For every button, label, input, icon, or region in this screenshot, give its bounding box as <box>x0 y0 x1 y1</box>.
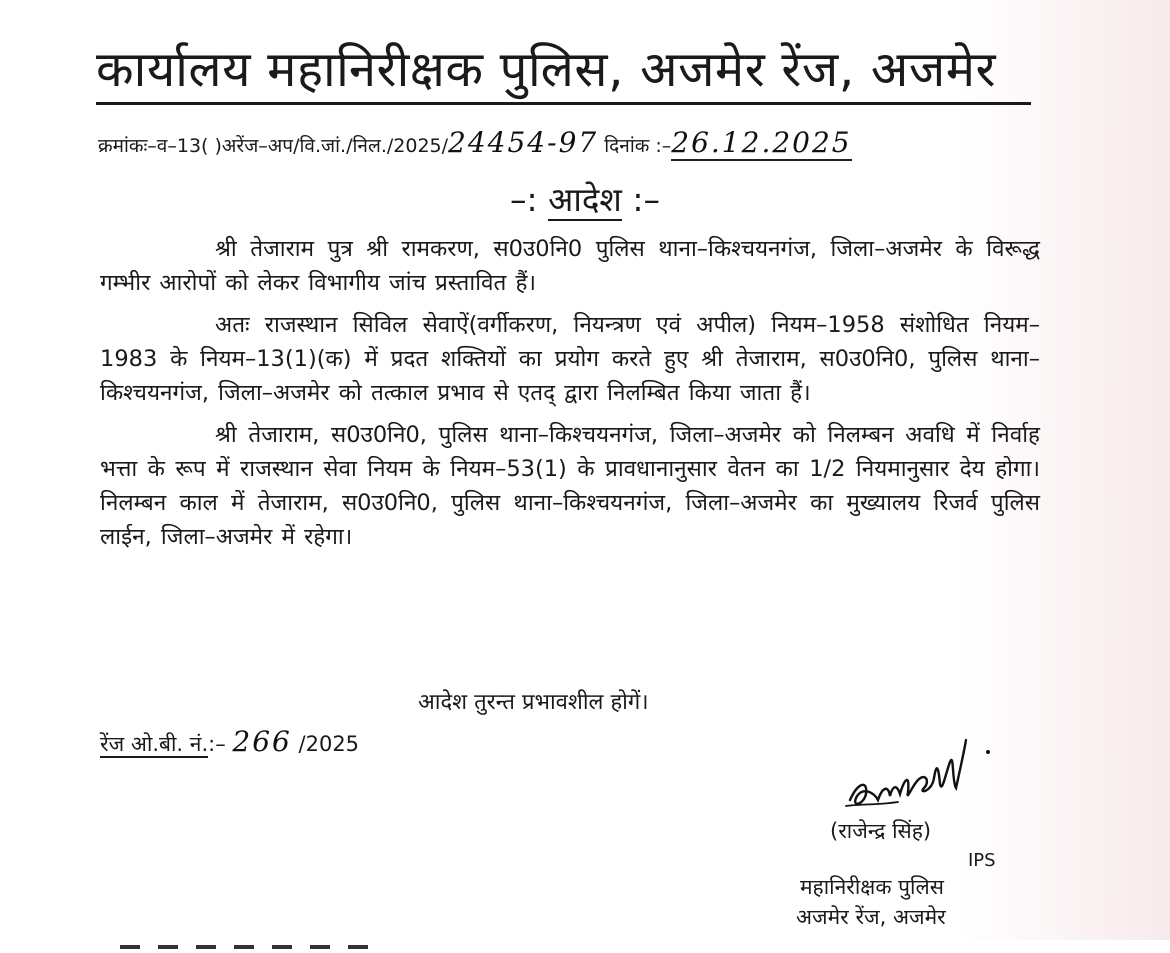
paragraph-allowance: श्री तेजाराम, स0उ0नि0, पुलिस थाना–किश्चयनगंज, जिला–अजमेर को निलम्बन अवधि में निर्वाह भत्ता के रूप में राजस्थान सेवा नियम के नियम–53(1) के प्रावधानानुसार वेतन का 1/2 नियमानुसार देय होगा। निलम्बन काल में तेजाराम, स0उ0नि0, पुलिस थाना–किश्चयनगंज, जिला–अजमेर का मुख्यालय रिजर्व पुलिस लाईन, जिला–अजमेर में रहेगा। <box>100 422 1040 550</box>
office-heading: कार्यालय महानिरीक्षक पुलिस, अजमेर रेंज, अजमेर <box>96 40 1031 105</box>
paragraph-allegation: श्री तेजाराम पुत्र श्री रामकरण, स0उ0नि0 पुलिस थाना–किश्चयनगंज, जिला–अजमेर के विरूद्ध गम्भीर आरोपों को लेकर विभागीय जांच प्रस्तावित हैं। <box>100 236 1040 296</box>
date-label: दिनांक :– <box>598 135 672 157</box>
order-title-trail: :– <box>621 180 660 219</box>
order-body <box>100 232 1040 562</box>
handwritten-signature <box>838 722 998 822</box>
order-title-word: आदेश <box>548 180 622 219</box>
signatory-service: IPS <box>968 850 996 871</box>
reference-number: क्रमांकः–व–13( )अरेंज–अप/वि.जां./निल./2025/ <box>98 135 449 157</box>
order-title-lead: –: <box>510 180 549 219</box>
order-title <box>0 178 1170 222</box>
paragraph-suspension: अतः राजस्थान सिविल सेवाऐं(वर्गीकरण, नियन्त्रण एवं अपील) नियम–1958 संशोधित नियम–1983 के नियम–13(1)(क) में प्रदत शक्तियों का प्रयोग करते हुए श्री तेजाराम, स0उ0नि0, पुलिस थाना–किश्चयनगंज, जिला–अजमेर को तत्काल प्रभाव से एतद् द्वारा निलम्बित किया जाता हैं। <box>100 312 1040 406</box>
closing-line: आदेश तुरन्त प्रभावशील होगें। <box>418 690 649 715</box>
truncated-next-line <box>120 934 420 940</box>
signatory-name: (राजेन्द्र सिंह) <box>830 819 932 843</box>
reference-line <box>98 128 1108 161</box>
ob-number-separator: :– <box>208 732 233 756</box>
ob-number-value: 266 <box>232 725 292 758</box>
date-value: 26.12.2025 <box>671 126 852 159</box>
ob-number-label: रेंज ओ.बी. नं. <box>100 732 209 756</box>
signatory-office: अजमेर रेंज, अजमेर <box>796 905 946 929</box>
signatory-designation: महानिरीक्षक पुलिस <box>800 875 944 899</box>
ob-number-year: /2025 <box>291 732 360 756</box>
ob-number-line <box>100 722 359 764</box>
dispatch-number: 24454-97 <box>448 126 599 159</box>
